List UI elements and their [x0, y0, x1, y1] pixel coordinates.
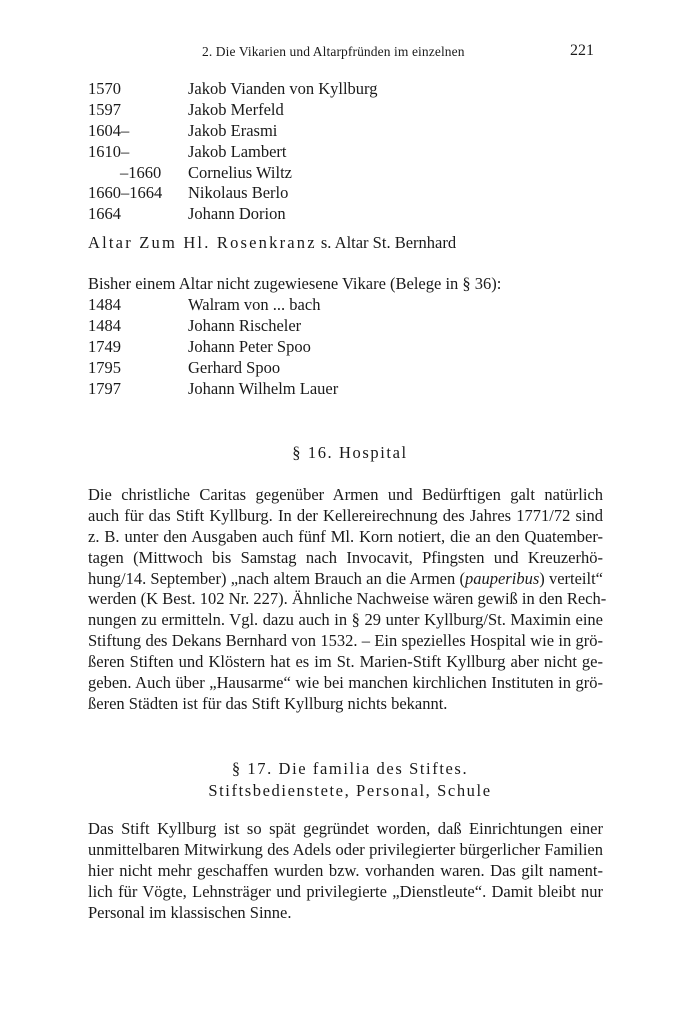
altar-name: Altar Zum Hl. Rosenkranz [88, 233, 317, 252]
year: 1797 [88, 378, 121, 398]
altar-see-also: s. Altar St. Bernhard [316, 233, 457, 252]
person-name: Johann Wilhelm Lauer [188, 378, 339, 398]
person-name: Jakob Lambert [188, 141, 287, 161]
year: 1484 [88, 295, 121, 314]
year: 1604– [88, 120, 130, 140]
section-17-paragraph [88, 819, 603, 923]
person-name: Johann Rischeler [188, 315, 302, 335]
running-head-title: 2. Die Vikarien und Altarpfründen im einzelnen [202, 44, 465, 59]
year: 1795 [88, 357, 121, 377]
text-line: hier nicht mehr geschaffen wurden bzw. vorhanden waren. Das gilt nament- [88, 860, 603, 880]
running-head [0, 44, 700, 64]
text-segment: hung/14. September) „nach altem Brauch an die Armen ( [88, 568, 465, 588]
person-name: Walram von ... bach [188, 295, 321, 314]
text-line: nungen zu ermitteln. Vgl. dazu auch in § 29 unter Kyllburg/St. Maximin eine [88, 610, 603, 630]
person-name: Jakob Vianden von Kyllburg [188, 79, 378, 98]
text-segment: ) verteilt“ [539, 568, 604, 588]
person-name: Johann Peter Spoo [188, 336, 311, 356]
person-name: Jakob Erasmi [188, 120, 278, 140]
person-name: Nikolaus Berlo [188, 183, 289, 203]
text-line [88, 569, 603, 590]
year: 1664 [88, 204, 121, 224]
year: 1597 [88, 99, 121, 119]
person-name: Cornelius Wiltz [188, 162, 292, 182]
text-line: lich für Vögte, Lehnsträger und privilegierte „Dienstleute“. Damit bleibt nur [88, 881, 603, 901]
year: 1660–1664 [88, 183, 163, 203]
text-line: ßeren Stiften und Klöstern hat es im St. Marien-Stift Kyllburg aber nicht ge- [88, 652, 603, 672]
person-name: Johann Dorion [188, 204, 286, 224]
text-line: unmittelbaren Mitwirkung des Adels oder privilegierter bürgerlicher Familien [88, 839, 603, 859]
text-line: tagen (Mittwoch bis Samstag nach Invocavit, Pfingsten und Kreuzerhö- [88, 547, 603, 567]
section-heading-familia: § 17. Die familia des Stiftes. [231, 759, 469, 778]
text-line: Das Stift Kyllburg ist so spät gegründet worden, daß Einrichtungen einer [88, 819, 603, 838]
page-number: 221 [570, 42, 594, 59]
text-line: auch für das Stift Kyllburg. In der Kellereirechnung des Jahres 1771/72 sind [88, 505, 603, 525]
year: 1610– [88, 141, 130, 161]
section-16-paragraph [88, 485, 607, 715]
text-line: geben. Auch über „Hausarme“ wie bei manchen kirchlichen Instituten in grö- [88, 673, 603, 693]
text-line: Stiftung des Dekans Bernhard von 1532. – Ein spezielles Hospital wie in grö- [88, 631, 603, 651]
text-line: z. B. unter den Ausgaben auch fünf Ml. Korn notiert, die an den Quatember- [88, 526, 603, 546]
year: 1749 [88, 336, 121, 356]
year: 1484 [88, 315, 121, 335]
text-line: werden (K Best. 102 Nr. 227). Ähnliche Nachweise wären gewiß in den Rech- [88, 589, 607, 609]
text-line: Personal im klassischen Sinne. [88, 902, 292, 922]
section-subheading-familia: Stiftsbedienstete, Personal, Schule [208, 781, 492, 800]
section-heading-hospital: § 16. Hospital [292, 443, 408, 462]
altar-reference [88, 233, 456, 253]
person-name: Jakob Merfeld [188, 99, 284, 119]
year: 1570 [88, 79, 121, 98]
unassigned-intro: Bisher einem Altar nicht zugewiesene Vikare (Belege in § 36): [88, 274, 502, 293]
text-line: ßeren Städten ist für das Stift Kyllburg nichts bekannt. [88, 693, 448, 713]
latin-term: pauperibus [464, 568, 540, 588]
year: –1660 [120, 162, 162, 182]
text-line: Die christliche Caritas gegenüber Armen und Bedürftigen galt natürlich [88, 485, 603, 504]
person-name: Gerhard Spoo [188, 357, 281, 377]
